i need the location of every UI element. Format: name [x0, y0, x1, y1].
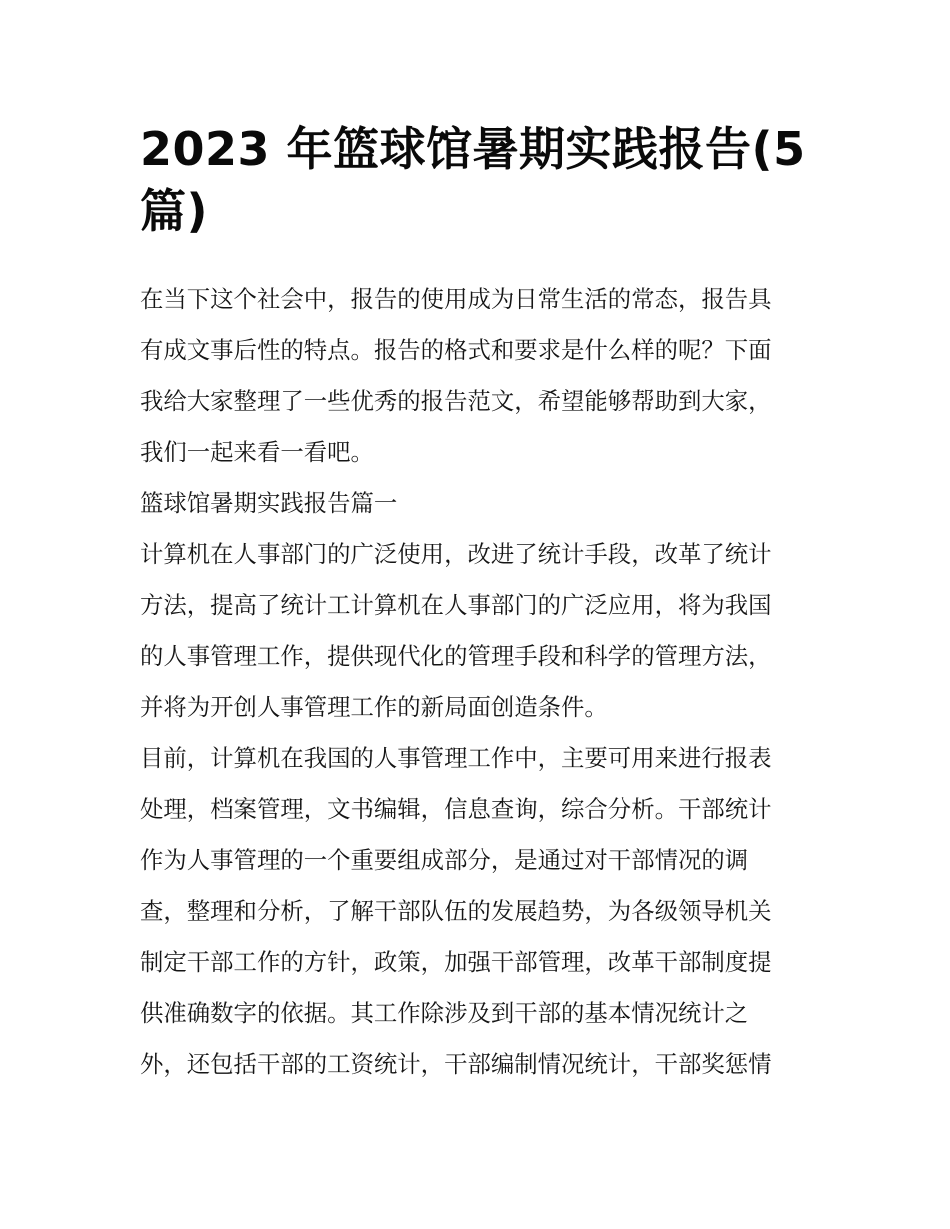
document-body — [140, 274, 812, 1090]
section-heading: 篮球馆暑期实践报告篇一 — [140, 489, 398, 517]
paragraph-1-line-3: 的人事管理工作，提供现代化的管理手段和科学的管理方法， — [140, 642, 772, 670]
document-page — [140, 118, 812, 1090]
intro-line-1: 在当下这个社会中，报告的使用成为日常生活的常态，报告具 — [140, 285, 772, 313]
paragraph-2-line-6: 供准确数字的依据。其工作除涉及到干部的基本情况统计之 — [140, 999, 749, 1027]
intro-line-2: 有成文事后性的特点。报告的格式和要求是什么样的呢？下面 — [140, 336, 772, 364]
paragraph-2-line-5: 制定干部工作的方针，政策，加强干部管理，改革干部制度提 — [140, 948, 772, 976]
paragraph-2-line-4: 查，整理和分析，了解干部队伍的发展趋势，为各级领导机关 — [140, 897, 772, 925]
intro-line-3: 我给大家整理了一些优秀的报告范文，希望能够帮助到大家， — [140, 387, 772, 415]
document-title — [140, 118, 812, 242]
intro-line-4: 我们一起来看一看吧。 — [140, 438, 374, 466]
paragraph-1-line-2: 方法，提高了统计工计算机在人事部门的广泛应用，将为我国 — [140, 591, 772, 619]
title-line-1: 2023 年篮球馆暑期实践报告(5 — [140, 122, 806, 176]
title-line-2: 篇) — [140, 184, 209, 238]
paragraph-2-line-2: 处理，档案管理，文书编辑，信息查询，综合分析。干部统计 — [140, 795, 772, 823]
paragraph-2-line-1: 目前，计算机在我国的人事管理工作中，主要可用来进行报表 — [140, 744, 772, 772]
paragraph-1-line-1: 计算机在人事部门的广泛使用，改进了统计手段，改革了统计 — [140, 540, 772, 568]
paragraph-2-line-3: 作为人事管理的一个重要组成部分，是通过对干部情况的调 — [140, 846, 749, 874]
paragraph-1-line-4: 并将为开创人事管理工作的新局面创造条件。 — [140, 693, 608, 721]
paragraph-2-line-7: 外，还包括干部的工资统计，干部编制情况统计，干部奖惩情 — [140, 1050, 772, 1078]
